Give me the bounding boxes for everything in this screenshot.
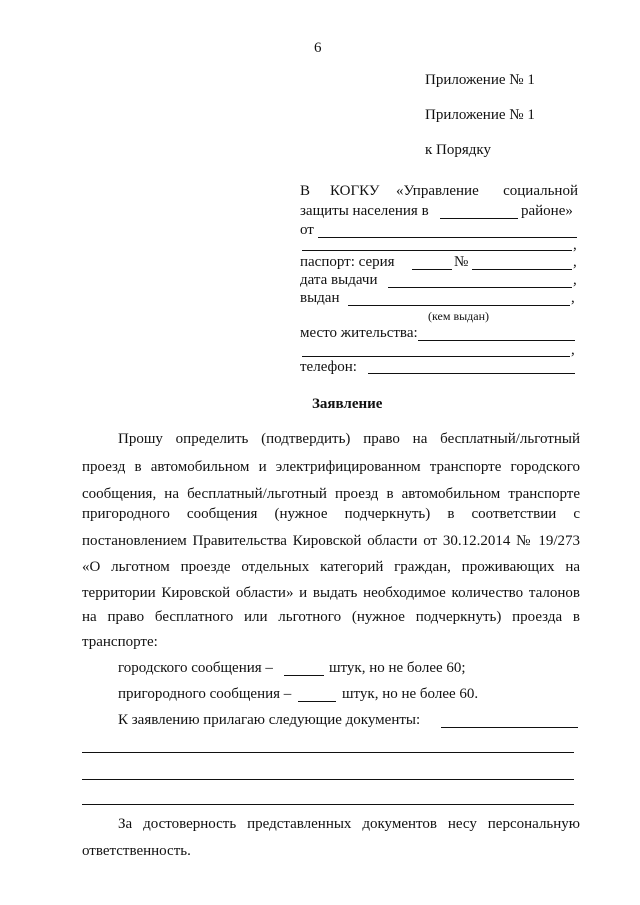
comma-1: , — [573, 237, 577, 253]
body-line-2: проезд в автомобильном и электрифицированном транспорте городского — [82, 459, 580, 475]
residence-label: место жительства: — [300, 325, 418, 341]
from-field[interactable] — [318, 237, 577, 238]
appendix-line-2: Приложение № 1 — [425, 107, 535, 123]
attachments-field-3[interactable] — [82, 779, 574, 780]
addressee-district-label: защиты населения в — [300, 203, 429, 219]
attachments-field-1[interactable] — [441, 727, 578, 728]
suburban-suffix: штук, но не более 60. — [342, 686, 479, 702]
comma-4: , — [571, 290, 575, 306]
issue-date-label: дата выдачи — [300, 272, 378, 288]
urban-count-field[interactable] — [284, 675, 324, 676]
phone-label: телефон: — [300, 359, 357, 375]
urban-label: городского сообщения – — [118, 660, 273, 676]
suburban-count-field[interactable] — [298, 701, 336, 702]
comma-5: , — [571, 342, 575, 358]
body-line-8: на право бесплатного или льготного (нужное подчеркнуть) проезда в — [82, 609, 580, 625]
comma-2: , — [573, 254, 577, 270]
phone-field[interactable] — [368, 373, 575, 374]
attachments-field-2[interactable] — [82, 752, 574, 753]
addressee-to-prefix: В — [300, 183, 311, 199]
addressee-district-end: районе» — [521, 203, 573, 219]
urban-suffix: штук, но не более 60; — [329, 660, 466, 676]
issue-date-field[interactable] — [388, 287, 572, 288]
body-line-9: транспорте: — [82, 634, 158, 650]
comma-3: , — [573, 272, 577, 288]
body-line-3: сообщения, на бесплатный/льготный проезд в автомобильном транспорте — [82, 486, 580, 502]
responsibility-line-1: За достоверность представленных документов несу персональную — [118, 816, 580, 832]
residence-field-2[interactable] — [302, 356, 570, 357]
passport-number-field[interactable] — [472, 269, 572, 270]
district-field[interactable] — [440, 218, 518, 219]
attachments-label: К заявлению прилагаю следующие документы: — [118, 712, 421, 728]
passport-number-label: № — [454, 254, 469, 270]
page-number: 6 — [314, 40, 322, 56]
responsibility-line-2: ответственность. — [82, 843, 191, 859]
passport-series-label: паспорт: серия — [300, 254, 395, 270]
from-label: от — [300, 222, 314, 238]
body-line-5: постановлением Правительства Кировской области от 30.12.2014 № 19/273 — [82, 533, 580, 549]
document-title: Заявление — [312, 396, 383, 412]
body-line-6: «О льготном проезде отдельных категорий граждан, проживающих на — [82, 559, 580, 575]
body-line-4: пригородного сообщения (нужное подчеркнуть) в соответствии с — [82, 506, 580, 522]
suburban-label: пригородного сообщения – — [118, 686, 292, 702]
attachments-field-4[interactable] — [82, 804, 574, 805]
body-line-1: Прошу определить (подтвердить) право на бесплатный/льготный — [118, 431, 580, 447]
appendix-line-3: к Порядку — [425, 142, 491, 158]
passport-series-field[interactable] — [412, 269, 452, 270]
addressee-org-name: «Управление социальной — [396, 183, 578, 199]
issued-by-label: выдан — [300, 290, 340, 306]
from-field-2[interactable] — [302, 250, 572, 251]
addressee-org: КОГКУ — [330, 183, 380, 199]
residence-field[interactable] — [418, 340, 575, 341]
issued-by-hint: (кем выдан) — [428, 309, 490, 323]
body-line-7: территории Кировской области» и выдать необходимое количество талонов — [82, 585, 580, 601]
issued-by-field[interactable] — [348, 305, 570, 306]
appendix-line-1: Приложение № 1 — [425, 72, 535, 88]
